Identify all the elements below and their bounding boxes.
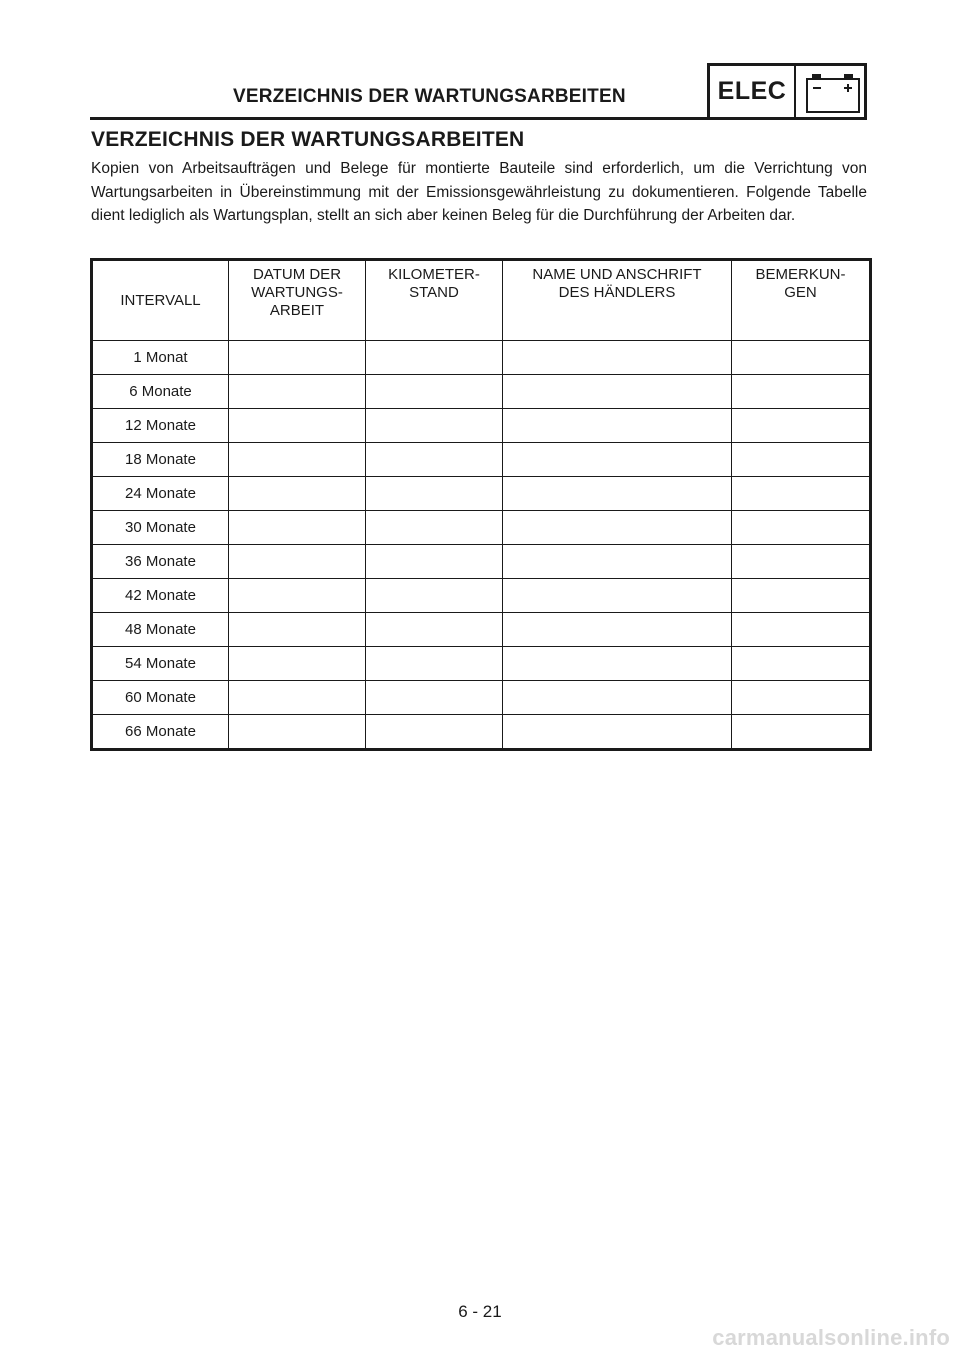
interval-cell: 30 Monate — [92, 511, 229, 545]
table-row — [92, 613, 871, 647]
table-row — [92, 579, 871, 613]
mileage-cell[interactable] — [366, 579, 503, 613]
column-header-remarks: BEMERKUN- GEN — [732, 260, 871, 341]
dealer-cell[interactable] — [503, 613, 732, 647]
date-cell[interactable] — [229, 409, 366, 443]
mileage-cell[interactable] — [366, 409, 503, 443]
date-cell[interactable] — [229, 341, 366, 375]
remarks-cell[interactable] — [732, 477, 871, 511]
interval-cell: 54 Monate — [92, 647, 229, 681]
interval-cell: 48 Monate — [92, 613, 229, 647]
remarks-cell[interactable] — [732, 613, 871, 647]
remarks-cell[interactable] — [732, 545, 871, 579]
section-tab — [707, 63, 867, 120]
date-cell[interactable] — [229, 715, 366, 750]
section-title: VERZEICHNIS DER WARTUNGSARBEITEN — [91, 128, 525, 151]
column-header-dealer: NAME UND ANSCHRIFT DES HÄNDLERS — [503, 260, 732, 341]
mileage-cell[interactable] — [366, 375, 503, 409]
interval-cell: 24 Monate — [92, 477, 229, 511]
section-code: ELEC — [710, 66, 796, 117]
intro-paragraph: Kopien von Arbeitsaufträgen und Belege für montierte Bauteile sind erforderlich, um die Verrichtung von Wartungsarbeiten in Übereinstimmung mit der Emissionsgewährleistung zu dokumentieren. Folgende Tabelle dient lediglich als Wartungsplan, stellt an sich aber keinen Beleg für die Durchführung der Arbeiten dar. — [91, 160, 867, 224]
maintenance-log-table — [90, 258, 872, 751]
remarks-cell[interactable] — [732, 341, 871, 375]
date-cell[interactable] — [229, 647, 366, 681]
dealer-cell[interactable] — [503, 545, 732, 579]
table-row — [92, 341, 871, 375]
page-number: 6 - 21 — [458, 1302, 502, 1321]
date-cell[interactable] — [229, 579, 366, 613]
mileage-cell[interactable] — [366, 613, 503, 647]
remarks-cell[interactable] — [732, 715, 871, 750]
remarks-cell[interactable] — [732, 647, 871, 681]
mileage-cell[interactable] — [366, 647, 503, 681]
interval-cell: 42 Monate — [92, 579, 229, 613]
remarks-cell[interactable] — [732, 375, 871, 409]
dealer-cell[interactable] — [503, 681, 732, 715]
mileage-cell[interactable] — [366, 477, 503, 511]
table-row — [92, 545, 871, 579]
remarks-cell[interactable] — [732, 681, 871, 715]
mileage-cell[interactable] — [366, 443, 503, 477]
table-body — [92, 341, 871, 750]
mileage-cell[interactable] — [366, 681, 503, 715]
table-row — [92, 477, 871, 511]
table-header-row — [92, 260, 871, 341]
date-cell[interactable] — [229, 681, 366, 715]
dealer-cell[interactable] — [503, 647, 732, 681]
dealer-cell[interactable] — [503, 341, 732, 375]
table-row — [92, 715, 871, 750]
table-row — [92, 647, 871, 681]
dealer-cell[interactable] — [503, 409, 732, 443]
dealer-cell[interactable] — [503, 375, 732, 409]
dealer-cell[interactable] — [503, 715, 732, 750]
header-title: VERZEICHNIS DER WARTUNGSARBEITEN — [233, 86, 626, 107]
dealer-cell[interactable] — [503, 579, 732, 613]
interval-cell: 66 Monate — [92, 715, 229, 750]
mileage-cell[interactable] — [366, 545, 503, 579]
mileage-cell[interactable] — [366, 511, 503, 545]
table-row — [92, 375, 871, 409]
header-rule — [90, 117, 708, 120]
table-row — [92, 681, 871, 715]
remarks-cell[interactable] — [732, 511, 871, 545]
column-header-mileage: KILOMETER- STAND — [366, 260, 503, 341]
interval-cell: 12 Monate — [92, 409, 229, 443]
table-row — [92, 511, 871, 545]
mileage-cell[interactable] — [366, 715, 503, 750]
interval-cell: 60 Monate — [92, 681, 229, 715]
dealer-cell[interactable] — [503, 477, 732, 511]
dealer-cell[interactable] — [503, 511, 732, 545]
date-cell[interactable] — [229, 613, 366, 647]
mileage-cell[interactable] — [366, 341, 503, 375]
remarks-cell[interactable] — [732, 443, 871, 477]
interval-cell: 18 Monate — [92, 443, 229, 477]
column-header-interval: INTERVALL — [92, 260, 229, 341]
watermark: carmanualsonline.info — [712, 1325, 950, 1350]
date-cell[interactable] — [229, 477, 366, 511]
table-row — [92, 443, 871, 477]
remarks-cell[interactable] — [732, 579, 871, 613]
column-header-date: DATUM DER WARTUNGS- ARBEIT — [229, 260, 366, 341]
table-row — [92, 409, 871, 443]
remarks-cell[interactable] — [732, 409, 871, 443]
dealer-cell[interactable] — [503, 443, 732, 477]
interval-cell: 36 Monate — [92, 545, 229, 579]
date-cell[interactable] — [229, 511, 366, 545]
date-cell[interactable] — [229, 443, 366, 477]
date-cell[interactable] — [229, 375, 366, 409]
date-cell[interactable] — [229, 545, 366, 579]
interval-cell: 6 Monate — [92, 375, 229, 409]
interval-cell: 1 Monat — [92, 341, 229, 375]
battery-icon — [804, 72, 862, 116]
